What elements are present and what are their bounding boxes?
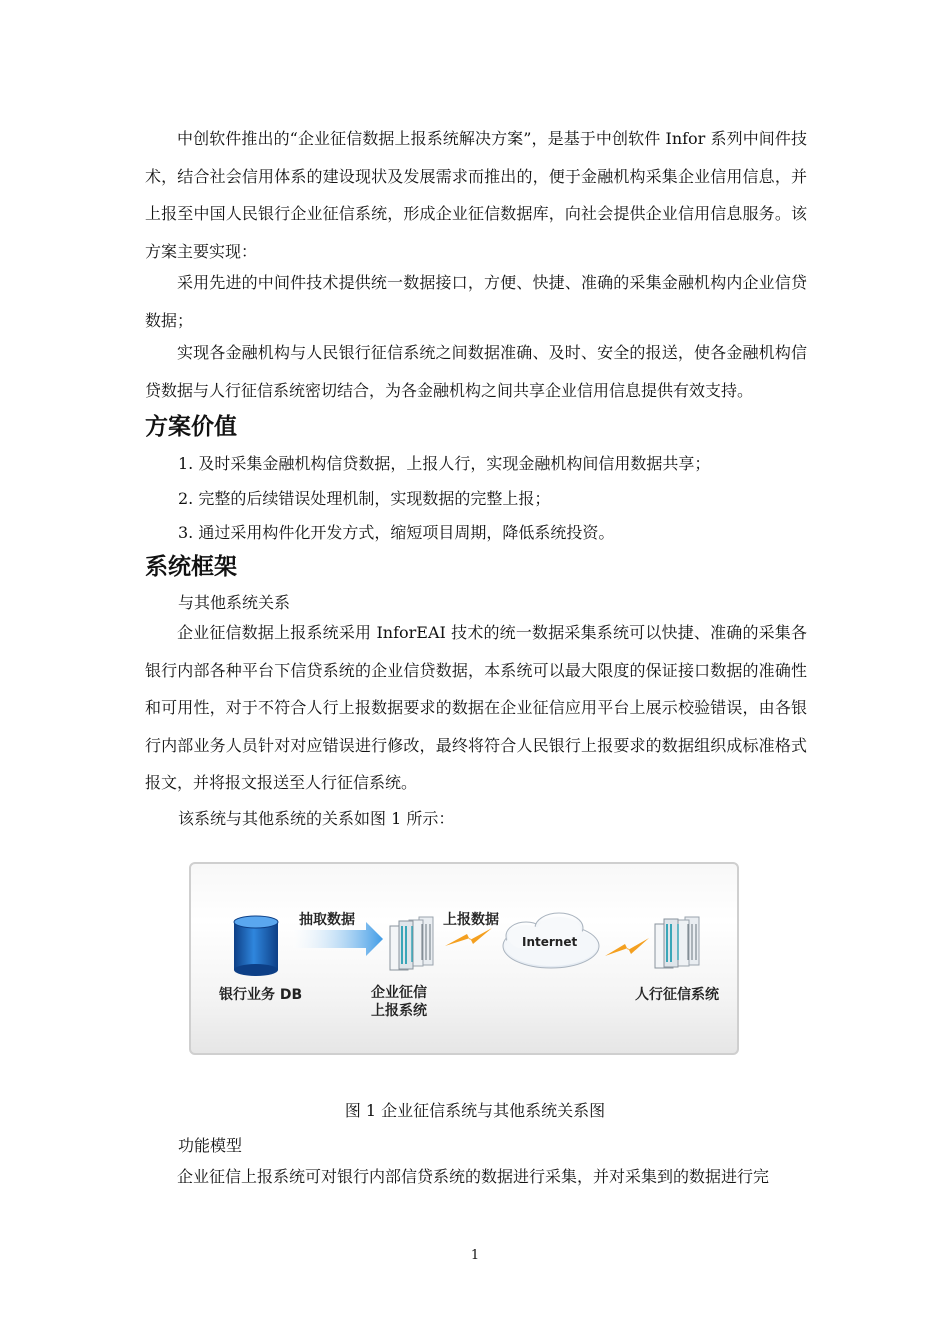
intro-paragraph-1: 中创软件推出的“企业征信数据上报系统解决方案”，是基于中创软件 Infor 系列中间件技术，结合社会信用体系的建设现状及发展需求而推出的，便于金融机构采集企业信用信息，并上报至中国人民银行企业征信系统，形成企业征信数据库，向社会提供企业信用信息服务。该方案主要实现：	[145, 129, 807, 261]
value-item-3: 3. 通过采用构件化开发方式，缩短项目周期，降低系统投资。	[178, 523, 615, 542]
relation-subheading: 与其他系统关系	[178, 593, 291, 612]
value-item-1: 1. 及时采集金融机构信贷数据，上报人行，实现金融机构间信用数据共享；	[178, 454, 711, 473]
value-item-2: 2. 完整的后续错误处理机制，实现数据的完整上报；	[178, 489, 551, 508]
report-data-label: 上报数据	[443, 912, 499, 928]
internet-label: Internet	[522, 935, 578, 949]
framework-heading: 系统框架	[145, 554, 237, 580]
page-number: 1	[470, 1248, 480, 1263]
pboc-system-label: 人行征信系统	[635, 987, 719, 1003]
lightning-bolt-icon	[445, 928, 492, 946]
report-system-server-icon	[390, 917, 433, 970]
function-subheading: 功能模型	[178, 1136, 243, 1155]
database-icon	[234, 916, 278, 976]
function-paragraph-1: 企业征信上报系统可对银行内部信贷系统的数据进行采集，并对采集到的数据进行完	[177, 1167, 770, 1186]
pboc-system-server-icon	[655, 917, 699, 968]
system-relation-figure	[189, 862, 739, 1055]
framework-paragraph-1: 企业征信数据上报系统采用 InforEAI 技术的统一数据采集系统可以快捷、准确的采集各银行内部各种平台下信贷系统的企业信贷数据，本系统可以最大限度的保证接口数据的准确性和可用性，对于不符合人行上报数据要求的数据在企业征信应用平台上展示校验错误，由各银行内部业务人员针对对应错误进行修改，最终将符合人民银行上报要求的数据组织成标准格式报文，并将报文报送至人行征信系统。	[145, 623, 807, 792]
intro-paragraph-2: 采用先进的中间件技术提供统一数据接口，方便、快捷、准确的采集金融机构内企业信贷数据；	[145, 273, 807, 330]
intro-paragraph-3: 实现各金融机构与人民银行征信系统之间数据准确、及时、安全的报送，使各金融机构信贷数据与人行征信系统密切结合，为各金融机构之间共享企业信用信息提供有效支持。	[145, 343, 807, 400]
figure-caption: 图 1 企业征信系统与其他系统关系图	[344, 1101, 606, 1120]
figure-graphics	[191, 864, 737, 1053]
lightning-bolt-icon	[605, 938, 649, 956]
extract-data-label: 抽取数据	[299, 912, 355, 928]
report-system-label-line2: 上报系统	[371, 1003, 427, 1019]
bank-db-label: 银行业务 DB	[219, 987, 303, 1003]
figure-intro-line: 该系统与其他系统的关系如图 1 所示：	[178, 809, 455, 828]
report-system-label-line1: 企业征信	[371, 985, 427, 1001]
value-heading: 方案价值	[145, 414, 237, 440]
